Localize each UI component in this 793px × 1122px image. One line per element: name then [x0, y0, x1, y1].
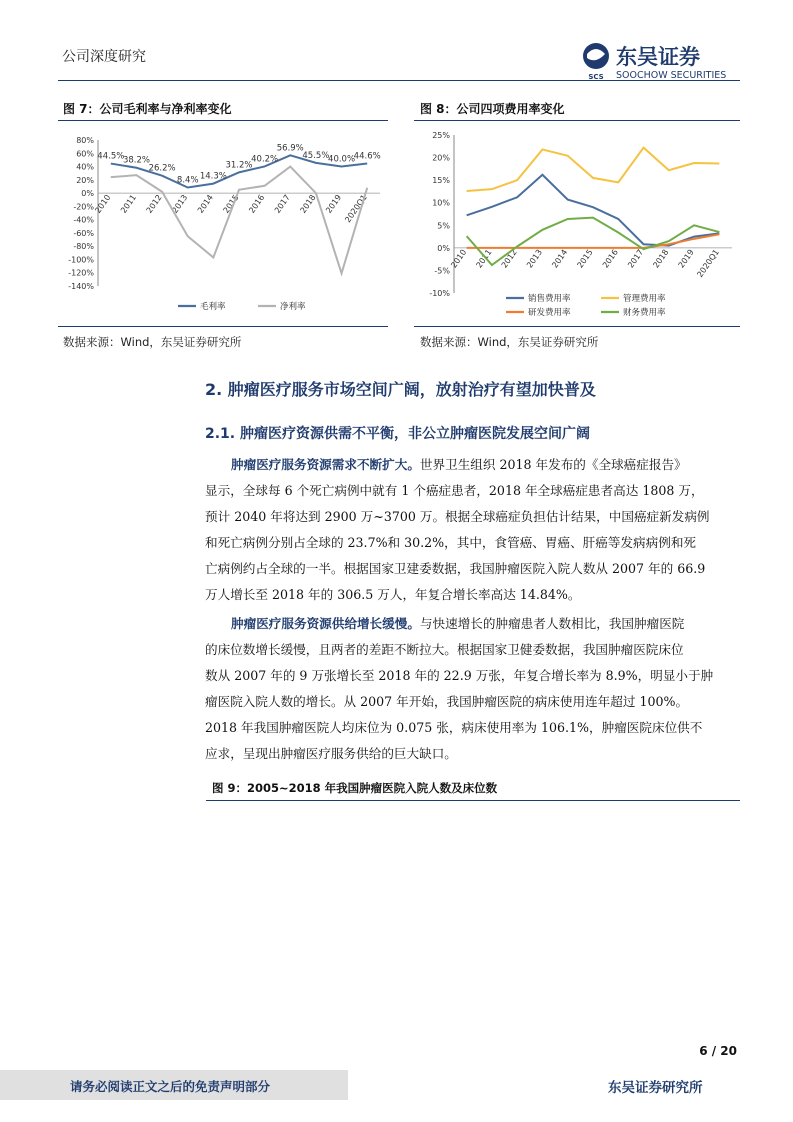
- para1-line: 万人增长至 2018 年的 306.5 万人，年复合增长率高达 14.84%。: [205, 587, 581, 602]
- logo-abbr: SCS: [588, 73, 604, 81]
- x-tick-label: 2015: [575, 247, 595, 270]
- y-tick-label: 40%: [76, 162, 94, 172]
- x-tick-label: 2018: [651, 247, 671, 270]
- x-tick-label: 2016: [600, 247, 620, 270]
- x-tick-label: 2020Q1: [695, 247, 722, 280]
- fig8-top-rule: [414, 120, 740, 121]
- logo-mark-icon: [578, 42, 748, 82]
- y-tick-label: -10%: [429, 289, 450, 298]
- x-tick-label: 2019: [676, 247, 696, 270]
- data-label: 45.5%: [302, 150, 330, 161]
- series-line-1: [111, 167, 367, 274]
- y-tick-label: -20%: [73, 202, 94, 212]
- x-tick-label: 2012: [499, 247, 519, 270]
- data-label: 26.2%: [148, 163, 176, 174]
- para2-line: 应求，呈现出肿瘤医疗服务供给的巨大缺口。: [205, 746, 457, 761]
- y-tick-label: 5%: [437, 221, 450, 231]
- y-tick-label: 0%: [437, 243, 450, 253]
- data-label: 14.3%: [199, 171, 227, 182]
- x-tick-label: 2012: [144, 193, 164, 215]
- paragraph-supply: [205, 611, 738, 767]
- para2-lead: 肿瘤医疗服务资源供给增长缓慢。: [231, 616, 420, 631]
- data-label: 40.0%: [328, 154, 356, 165]
- x-tick-label: 2013: [170, 193, 190, 215]
- x-tick-label: 2011: [119, 193, 139, 215]
- para1-line: 和死亡病例分别占全球的 23.7%和 30.2%，其中，食管癌、胃癌、肝癌等发病病例和死: [205, 535, 697, 550]
- x-tick-label: 2017: [626, 247, 646, 270]
- fig7-source: 数据来源：Wind，东吴证券研究所: [63, 335, 242, 349]
- y-tick-label: 20%: [432, 153, 450, 163]
- logo-cn: 东吴证券: [616, 45, 700, 69]
- para1-lead: 肿瘤医疗服务资源需求不断扩大。: [231, 457, 420, 472]
- y-tick-label: -40%: [73, 215, 94, 225]
- para2-line: 2018 年我国肿瘤医院人均床位为 0.075 张，病床使用率为 106.1%，肿瘤医院床位供不: [205, 720, 703, 735]
- fig9-title: 图 9：2005~2018 年我国肿瘤医院入院人数及床位数: [212, 781, 498, 795]
- x-tick-label: 2014: [195, 193, 216, 215]
- para1-line: 显示，全球每 6 个死亡病例中就有 1 个癌症患者，2018 年全球癌症患者高达 1808 万，: [205, 483, 704, 498]
- legend-label: 研发费用率: [528, 308, 571, 318]
- paragraph-demand: [205, 452, 738, 608]
- para2-line: 瘤医院入院人数的增长。从 2007 年开始，我国肿瘤医院的病床使用连年超过 100%。: [205, 694, 689, 709]
- para2-line: 的床位数增长缓慢，且两者的差距不断拉大。根据国家卫健委数据，我国肿瘤医院床位: [205, 642, 684, 657]
- y-tick-label: 60%: [76, 149, 94, 159]
- y-tick-label: -80%: [73, 242, 94, 252]
- data-label: 56.9%: [276, 143, 304, 154]
- legend-label: 毛利率: [200, 302, 226, 312]
- section-title: 2. 肿瘤医疗服务市场空间广阔，放射治疗有望加快普及: [205, 380, 596, 399]
- fig7-chart: [58, 124, 388, 324]
- data-label: 8.4%: [176, 175, 199, 186]
- x-tick-label: 2010: [93, 193, 113, 215]
- fig8-chart: [414, 124, 740, 324]
- data-label: 40.2%: [251, 154, 279, 165]
- y-tick-label: 80%: [76, 136, 94, 145]
- x-tick-label: 2011: [474, 247, 494, 270]
- para1-line: 亡病例约占全球的一半。根据国家卫建委数据，我国肿瘤医院入院人数从 2007 年的 66.9: [205, 561, 706, 576]
- data-label: 38.2%: [122, 155, 150, 166]
- footer-org: 东吴证券研究所: [608, 1080, 703, 1096]
- x-tick-label: 2013: [525, 247, 545, 270]
- y-tick-label: -120%: [68, 268, 94, 278]
- series-line-1: [467, 148, 720, 191]
- para1-line: 世界卫生组织 2018 年发布的《全球癌症报告》: [419, 457, 687, 472]
- y-tick-label: -100%: [68, 255, 94, 265]
- report-type: 公司深度研究: [62, 49, 146, 65]
- fig8-title: 图 8：公司四项费用率变化: [420, 102, 565, 116]
- para1-line: 预计 2040 年将达到 2900 万~3700 万。根据全球癌症负担估计结果，中国癌症新发病例: [205, 509, 710, 524]
- fig8-bottom-rule: [414, 326, 740, 327]
- header-divider: [58, 80, 740, 81]
- x-tick-label: 2014: [550, 247, 570, 270]
- legend-label: 管理费用率: [623, 294, 666, 304]
- x-tick-label: 2019: [324, 193, 344, 215]
- y-tick-label: -140%: [68, 282, 94, 291]
- fig8-source: 数据来源：Wind，东吴证券研究所: [420, 335, 599, 349]
- x-tick-label: 2020Q1: [343, 193, 369, 225]
- fig7-title: 图 7：公司毛利率与净利率变化: [63, 102, 232, 116]
- legend-label: 净利率: [280, 302, 306, 312]
- y-tick-label: 0%: [81, 189, 94, 199]
- y-tick-label: 10%: [432, 198, 450, 208]
- para2-line: 数从 2007 年的 9 万张增长至 2018 年的 22.9 万张，年复合增长率为 8.9%，明显小于肿: [205, 668, 714, 683]
- data-label: 44.6%: [353, 151, 381, 162]
- y-tick-label: 25%: [432, 131, 450, 140]
- series-line-2: [467, 234, 720, 248]
- brand-logo: [578, 42, 748, 82]
- y-tick-label: 15%: [432, 176, 450, 186]
- x-tick-label: 2010: [449, 247, 469, 270]
- logo-en: SOOCHOW SECURITIES: [616, 70, 727, 81]
- data-label: 44.5%: [97, 151, 125, 162]
- x-tick-label: 2018: [298, 193, 318, 215]
- y-tick-label: -5%: [434, 266, 450, 276]
- legend-label: 销售费用率: [528, 294, 571, 304]
- data-label: 31.2%: [225, 160, 253, 171]
- legend-label: 财务费用率: [623, 308, 666, 318]
- x-tick-label: 2015: [221, 193, 241, 215]
- fig7-bottom-rule: [58, 326, 388, 327]
- x-tick-label: 2016: [247, 193, 267, 215]
- subsection-title: 2.1. 肿瘤医疗资源供需不平衡，非公立肿瘤医院发展空间广阔: [205, 426, 590, 442]
- y-tick-label: 20%: [76, 175, 94, 185]
- para2-line: 与快速增长的肿瘤患者人数相比，我国肿瘤医院: [419, 616, 685, 631]
- page-number: 6 / 20: [699, 1044, 737, 1058]
- disclaimer-note: 请务必阅读正文之后的免责声明部分: [70, 1079, 271, 1094]
- x-tick-label: 2017: [272, 193, 292, 215]
- fig9-top-rule: [206, 800, 740, 801]
- y-tick-label: -60%: [73, 228, 94, 238]
- fig7-top-rule: [58, 120, 388, 121]
